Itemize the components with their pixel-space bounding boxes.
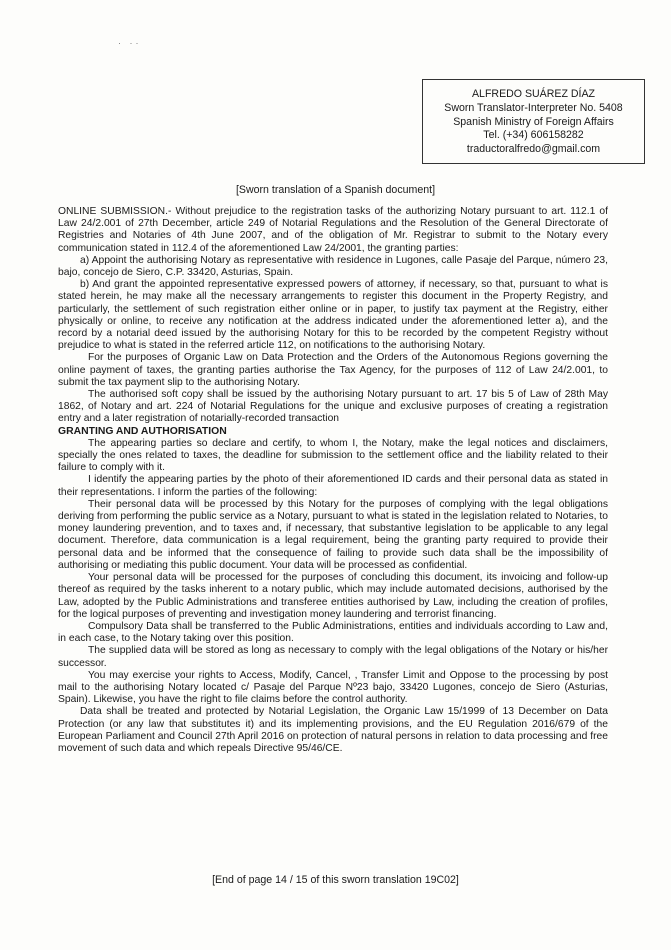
paragraph-item-b: b) And grant the appointed representative expressed powers of attorney, if necessary, so that, pursuant to what is stated herein, he may make all the necessary arrangements to register this document in the Property Registry, and particularly, the settlement of such registration either online or in paper, to justify tax payment at the Registry, either physically or online, to receive any notification at the address indicated under the aforementioned letter a), and the record by a notarial deed issued by the authorising Notary for this to be recorded by the competent Registry without prejudice to what is stated in the referred article 112, on notifications to the authorising Notary. [58, 279, 608, 352]
paragraph-compulsory: Compulsory Data shall be transferred to the Public Administrations, entities and individuals according to Law and, in each case, to the Notary taking over this position. [58, 620, 608, 645]
section-heading: GRANTING AND AUTHORISATION [58, 425, 227, 437]
translator-stamp [422, 79, 645, 164]
document-body [58, 206, 608, 755]
paragraph-data-protection: For the purposes of Organic Law on Data Protection and the Orders of the Autonomous Regions governing the online payment of taxes, the granting parties authorise the Tax Agency, for the purposes of 112 of Law 24/2.001, to submit the tax payment slip to the authorising Notary. [58, 352, 608, 388]
paragraph-stored: The supplied data will be stored as long as necessary to comply with the legal obligations of the Notary or his/her successor. [58, 645, 608, 669]
translation-footer-note: [End of page 14 / 15 of this sworn translation 19C02] [212, 874, 459, 886]
paragraph-online-submission: ONLINE SUBMISSION.- Without prejudice to the registration tasks of the authorizing Notary pursuant to art. 112.1 of Law 24/2.001 of 27th December, article 249 of Notarial Regulations and the Resolution of the General Directorate of Registries and Notaries of 4th June 2007, and of the obligation of Mr. Registrar to submit to the Notary every communication stated in 112.4 of the aforementioned Law 24/2001, the granting parties: [58, 206, 608, 254]
paragraph-declare: The appearing parties so declare and certify, to whom I, the Notary, make the legal notices and disclaimers, specially the ones related to taxes, the deadline for submission to the settlement office and the liability related to their failure to comply with it. [58, 437, 608, 474]
scan-specks: · ·· [118, 38, 142, 48]
paragraph-rights: You may exercise your rights to Access, Modify, Cancel, , Transfer Limit and Oppose to the processing by post mail to the authorising Notary located c/ Pasaje del Parque Nº23 bajo, 33420 Lugones, concejo de Siero (Asturias, Spain). Likewise, you have the right to file claims before the control authority. [58, 669, 608, 706]
translator-ministry: Spanish Ministry of Foreign Affairs [453, 115, 614, 128]
translator-name: ALFREDO SUÁREZ DÍAZ [471, 88, 596, 100]
paragraph-item-a: a) Appoint the authorising Notary as representative with residence in Lugones, calle Pasaje del Parque, número 23, bajo, concejo de Siero, C.P. 33420, Asturias, Spain. [58, 254, 608, 279]
paragraph-soft-copy: The authorised soft copy shall be issued by the authorising Notary pursuant to art. 17 bis 5 of Law of 28th May 1862, of Notary and art. 224 of Notarial Regulations for the unique and exclusive purposes of creating a registration entry and a later registration of notarially-recorded transaction [58, 389, 608, 425]
paragraph-processing: Your personal data will be processed for the purposes of concluding this document, its invoicing and follow-up thereof as required by the tasks inherent to a notary public, which may include automated decisions, authorised by the Law, adopted by the Public Administrations and transferee entities authorised by Law, including the creation of profiles, for the logical purposes of preventing and investigation money laundering and terrorist financing. [58, 572, 608, 620]
translator-title: Sworn Translator-Interpreter No. 5408 [444, 101, 623, 114]
paragraph-personal-data: Their personal data will be processed by this Notary for the purposes of complying with the legal obligations deriving from performing the public service as a Notary, pursuant to what is stated in the legislation related to Notaries, to money laundering prevention, and to taxes and, if necessary, that substantive legislation to be applicable to any legal document. Therefore, data communication is a legal requirement, being the granting party required to provide their personal data and be informed that the consequence of failing to provide such data shall be the impossibility of authorising or mediating this public document. Your data will be processed as confidential. [58, 498, 608, 571]
translator-phone: Tel. (+34) 606158282 [483, 129, 584, 142]
translator-email: traductoralfredo@gmail.com [466, 143, 601, 156]
paragraph-legislation: Data shall be treated and protected by Notarial Legislation, the Organic Law 15/1999 of 13 December on Data Protection (or any law that substitutes it) and its implementing provisions, and the EU Regulation 2016/679 of the European Parliament and Council 27th April 2016 on protection of natural persons in relation to data processing and free movement of such data and which repeals Directive 95/46/CE. [58, 706, 608, 754]
translation-header-note: [Sworn translation of a Spanish document] [235, 184, 436, 196]
paragraph-identify: I identify the appearing parties by the photo of their aforementioned ID cards and their personal data as stated in their representations. I inform the parties of the following: [58, 474, 608, 498]
